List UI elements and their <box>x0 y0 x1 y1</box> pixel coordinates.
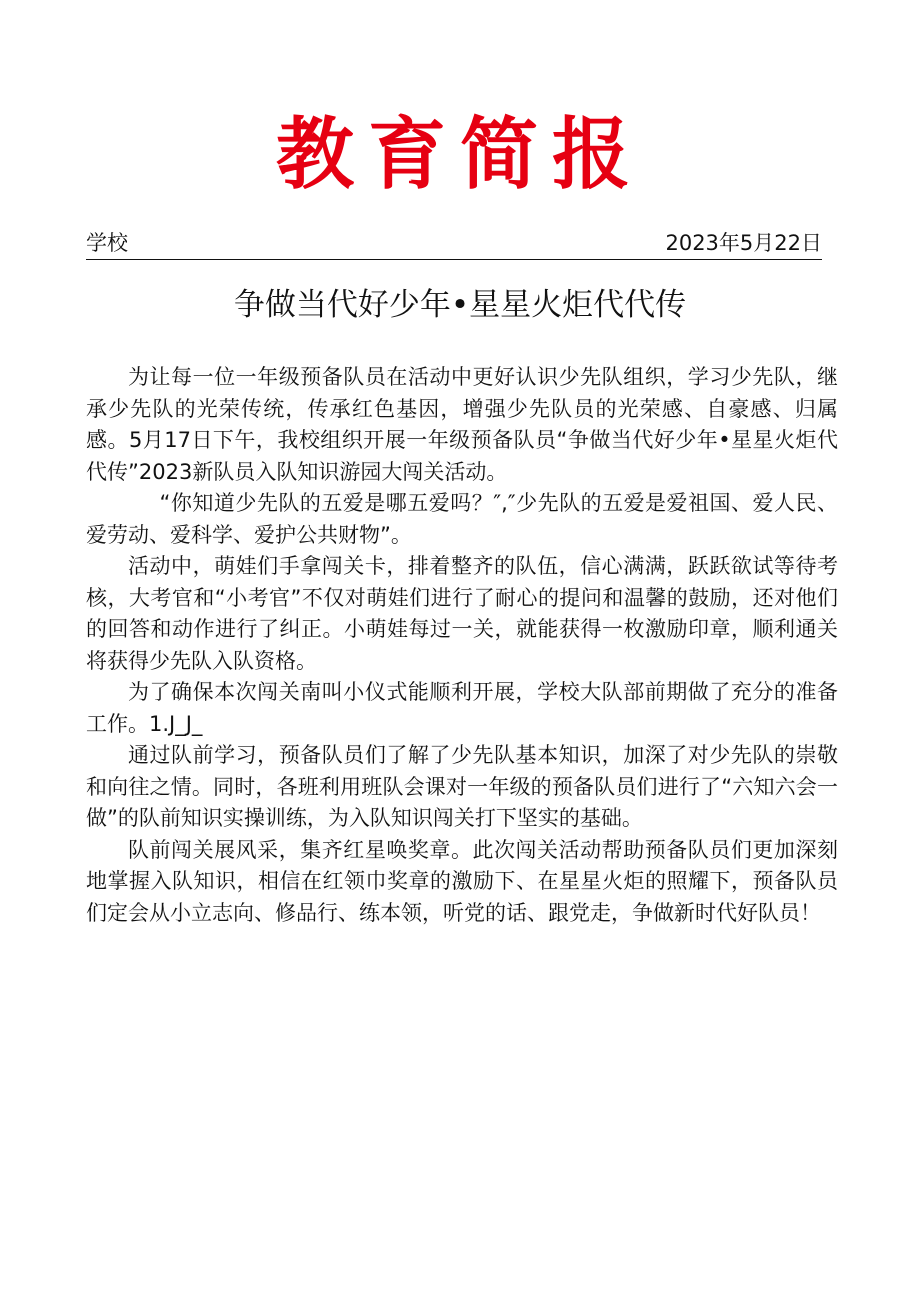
issue-date: 2023年5月22日 <box>665 231 822 255</box>
school-label: 学校 <box>86 231 128 255</box>
paragraph: 为让每一位一年级预备队员在活动中更好认识少先队组织，学习少先队，继承少先队的光荣传统，传承红色基因，增强少先队员的光荣感、自豪感、归属感。5月17日下午，我校组织开展一年级预备队员“争做当代好少年•星星火炬代代传”2023新队员入队知识游园大闯关活动。 <box>86 365 838 484</box>
masthead-title: 教育简报 <box>275 109 644 200</box>
paragraph: 通过队前学习，预备队员们了解了少先队基本知识，加深了对少先队的崇敬和向往之情。同时，各班利用班队会课对一年级的预备队员们进行了“六知六会一做”的队前知识实操训练，为入队知识闯关打下坚实的基础。 <box>86 743 838 830</box>
paragraph: 为了确保本次闯关南叫小仪式能顺利开展，学校大队部前期做了充分的准备工作。1.J_J_ <box>86 680 838 736</box>
paragraph: 活动中，萌娃们手拿闯关卡，排着整齐的队伍，信心满满，跃跃欲试等待考核，大考官和“小考官”不仅对萌娃们进行了耐心的提问和温馨的鼓励，还对他们的回答和动作进行了纠正。小萌娃每过一关，就能获得一枚激励印章，顺利通关将获得少先队入队资格。 <box>86 554 838 673</box>
paragraph: “你知道少先队的五爱是哪五爱吗？″,″少先队的五爱是爱祖国、爱人民、爱劳动、爱科学、爱护公共财物”。 <box>86 491 838 547</box>
meta-line <box>86 227 822 260</box>
article-title: 争做当代好少年•星星火炬代代传 <box>233 287 687 323</box>
article-body <box>86 362 838 929</box>
paragraph: 队前闯关展风采，集齐红星唤奖章。此次闯关活动帮助预备队员们更加深刻地掌握入队知识，相信在红领巾奖章的激励下、在星星火炬的照耀下，预备队员们定会从小立志向、修品行、练本领，听党的话、跟党走，争做新时代好队员！ <box>86 837 838 925</box>
